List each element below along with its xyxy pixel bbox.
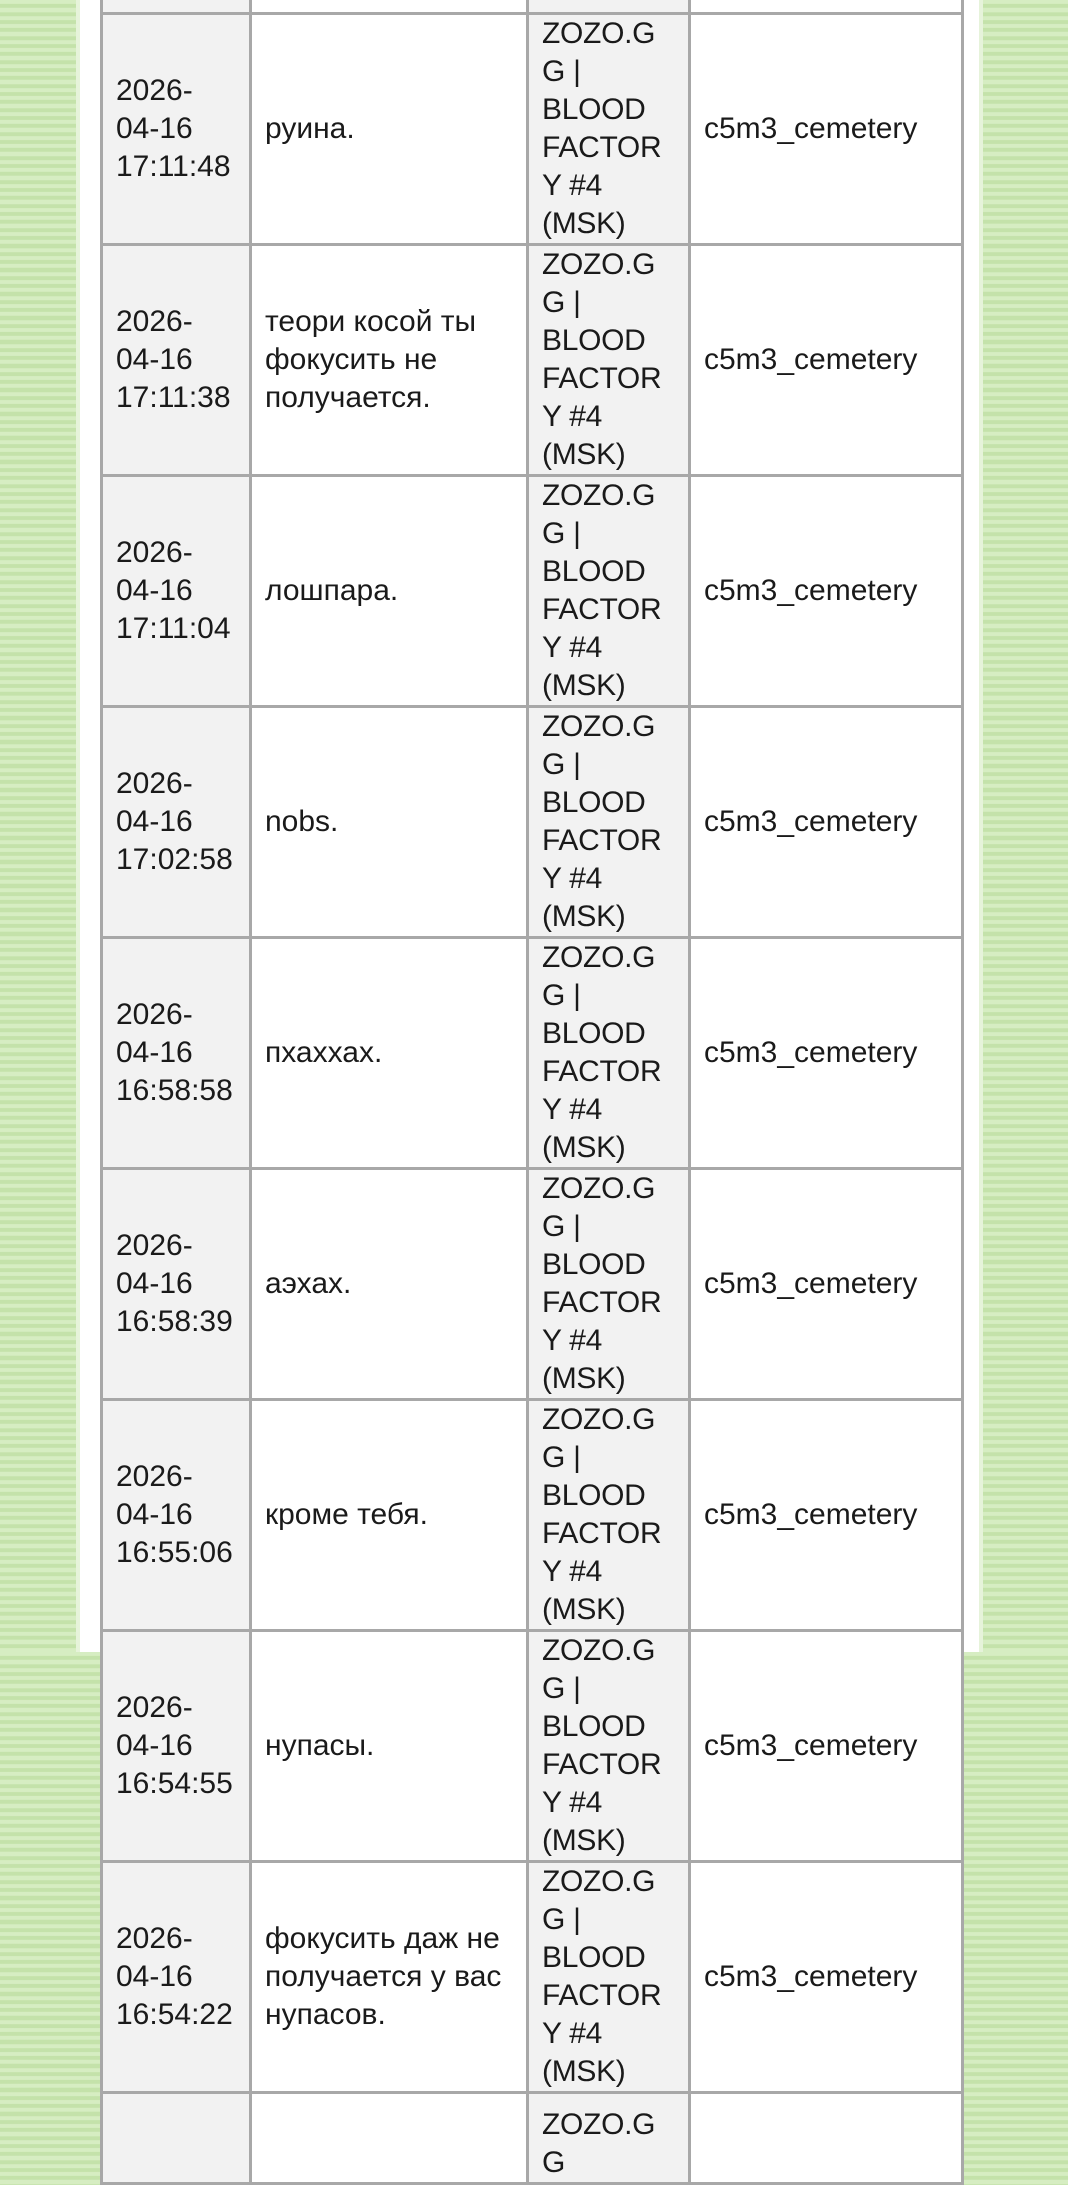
map-cell bbox=[690, 476, 963, 707]
server-cell bbox=[528, 14, 690, 245]
date-cell bbox=[102, 2093, 251, 2184]
map-name: c5m3_cemetery bbox=[704, 1960, 918, 1993]
server-cell bbox=[528, 1169, 690, 1400]
day-part: 04-16 bbox=[116, 1960, 193, 1993]
table-row bbox=[102, 707, 963, 938]
map-name: c5m3_cemetery bbox=[704, 1498, 918, 1531]
map-name: c5m3_cemetery bbox=[704, 1267, 918, 1300]
map-name: c5m3_cemetery bbox=[704, 112, 918, 145]
day-part: 04-16 bbox=[116, 805, 193, 838]
day-part: 04-16 bbox=[116, 343, 193, 376]
server-name: ZOZO.GG | BLOOD FACTORY #4 (MSK) bbox=[542, 1172, 662, 1395]
map-cell bbox=[690, 1400, 963, 1631]
table-row bbox=[102, 1862, 963, 2093]
message-cell bbox=[251, 14, 528, 245]
time-part: 17:11:38 bbox=[116, 381, 231, 414]
map-cell bbox=[690, 14, 963, 245]
message-text: фокусить даж не получается у вас нупасов. bbox=[265, 1922, 502, 2031]
map-cell bbox=[690, 1631, 963, 1862]
message-text: nobs. bbox=[265, 805, 339, 838]
date-cell bbox=[102, 1400, 251, 1631]
server-cell bbox=[528, 1631, 690, 1862]
map-cell bbox=[690, 0, 963, 14]
message-text: руина. bbox=[265, 112, 355, 145]
server-cell bbox=[528, 2093, 690, 2184]
message-cell bbox=[251, 245, 528, 476]
day-part: 04-16 bbox=[116, 1267, 193, 1300]
date-cell bbox=[102, 707, 251, 938]
date-cell bbox=[102, 476, 251, 707]
date-part: 2026- bbox=[116, 74, 193, 107]
message-cell bbox=[251, 476, 528, 707]
server-name: ZOZO.GG | BLOOD FACTORY #4 (MSK) bbox=[542, 1634, 662, 1857]
table-row bbox=[102, 476, 963, 707]
message-cell bbox=[251, 938, 528, 1169]
server-cell bbox=[528, 1862, 690, 2093]
date-cell bbox=[102, 1169, 251, 1400]
map-name: c5m3_cemetery bbox=[704, 343, 918, 376]
message-text: нупасы. bbox=[265, 1729, 375, 1762]
message-text: кроме тебя. bbox=[265, 1498, 428, 1531]
table-row bbox=[102, 14, 963, 245]
server-name: ZOZO.GG | BLOOD FACTORY #4 (MSK) bbox=[542, 479, 662, 702]
date-part: 2026- bbox=[116, 1229, 193, 1262]
server-cell bbox=[528, 1400, 690, 1631]
table-row bbox=[102, 1169, 963, 1400]
table-row bbox=[102, 1400, 963, 1631]
map-cell bbox=[690, 2093, 963, 2184]
message-cell bbox=[251, 707, 528, 938]
message-text: пхаххах. bbox=[265, 1036, 383, 1069]
map-name: c5m3_cemetery bbox=[704, 574, 918, 607]
day-part: 04-16 bbox=[116, 1729, 193, 1762]
date-part: 2026- bbox=[116, 305, 193, 338]
message-text: лошпара. bbox=[265, 574, 399, 607]
map-cell bbox=[690, 245, 963, 476]
message-cell bbox=[251, 1169, 528, 1400]
date-part: 2026- bbox=[116, 536, 193, 569]
server-cell bbox=[528, 245, 690, 476]
message-cell bbox=[251, 1862, 528, 2093]
time-part: 16:58:39 bbox=[116, 1305, 233, 1338]
day-part: 04-16 bbox=[116, 1498, 193, 1531]
day-part: 04-16 bbox=[116, 1036, 193, 1069]
date-cell bbox=[102, 245, 251, 476]
map-cell bbox=[690, 707, 963, 938]
time-part: 17:11:48 bbox=[116, 150, 231, 183]
time-part: 16:54:22 bbox=[116, 1998, 233, 2031]
time-part: 16:54:55 bbox=[116, 1767, 233, 1800]
day-part: 04-16 bbox=[116, 112, 193, 145]
server-name: ZOZO.GG | BLOOD FACTORY #4 (MSK) bbox=[542, 1865, 662, 2088]
time-part: 16:55:06 bbox=[116, 1536, 233, 1569]
map-name: c5m3_cemetery bbox=[704, 805, 918, 838]
date-part: 2026- bbox=[116, 1922, 193, 1955]
table-row-partial-bottom bbox=[102, 2093, 963, 2184]
server-name: ZOZO.GG bbox=[542, 2108, 656, 2179]
map-cell bbox=[690, 1862, 963, 2093]
message-cell bbox=[251, 1400, 528, 1631]
table-row bbox=[102, 245, 963, 476]
date-part: 2026- bbox=[116, 998, 193, 1031]
day-part: 04-16 bbox=[116, 574, 193, 607]
server-cell bbox=[528, 476, 690, 707]
chat-log-table bbox=[100, 0, 964, 2185]
server-name: ZOZO.GG | BLOOD FACTORY #4 (MSK) bbox=[542, 1403, 662, 1626]
table-row-partial-top bbox=[102, 0, 963, 14]
map-name: c5m3_cemetery bbox=[704, 1729, 918, 1762]
date-part: 2026- bbox=[116, 1691, 193, 1724]
date-part: 2026- bbox=[116, 767, 193, 800]
map-name: c5m3_cemetery bbox=[704, 1036, 918, 1069]
message-cell bbox=[251, 1631, 528, 1862]
time-part: 16:58:58 bbox=[116, 1074, 233, 1107]
date-cell bbox=[102, 1862, 251, 2093]
table-row bbox=[102, 1631, 963, 1862]
server-name: ZOZO.GG | BLOOD FACTORY #4 (MSK) bbox=[542, 710, 662, 933]
map-cell bbox=[690, 938, 963, 1169]
time-part: 17:11:04 bbox=[116, 612, 231, 645]
date-cell bbox=[102, 1631, 251, 1862]
message-cell bbox=[251, 0, 528, 14]
server-cell bbox=[528, 0, 690, 14]
message-cell bbox=[251, 2093, 528, 2184]
table-row bbox=[102, 938, 963, 1169]
date-part: 2026- bbox=[116, 1460, 193, 1493]
server-name: ZOZO.GG | BLOOD FACTORY #4 (MSK) bbox=[542, 17, 662, 240]
server-name: ZOZO.GG | BLOOD FACTORY #4 (MSK) bbox=[542, 248, 662, 471]
server-name: ZOZO.GG | BLOOD FACTORY #4 (MSK) bbox=[542, 941, 662, 1164]
message-text: теори косой ты фокусить не получается. bbox=[265, 305, 477, 414]
date-cell bbox=[102, 0, 251, 14]
server-cell bbox=[528, 938, 690, 1169]
date-cell bbox=[102, 14, 251, 245]
map-cell bbox=[690, 1169, 963, 1400]
date-cell bbox=[102, 938, 251, 1169]
time-part: 17:02:58 bbox=[116, 843, 233, 876]
server-cell bbox=[528, 707, 690, 938]
message-text: аэхах. bbox=[265, 1267, 352, 1300]
